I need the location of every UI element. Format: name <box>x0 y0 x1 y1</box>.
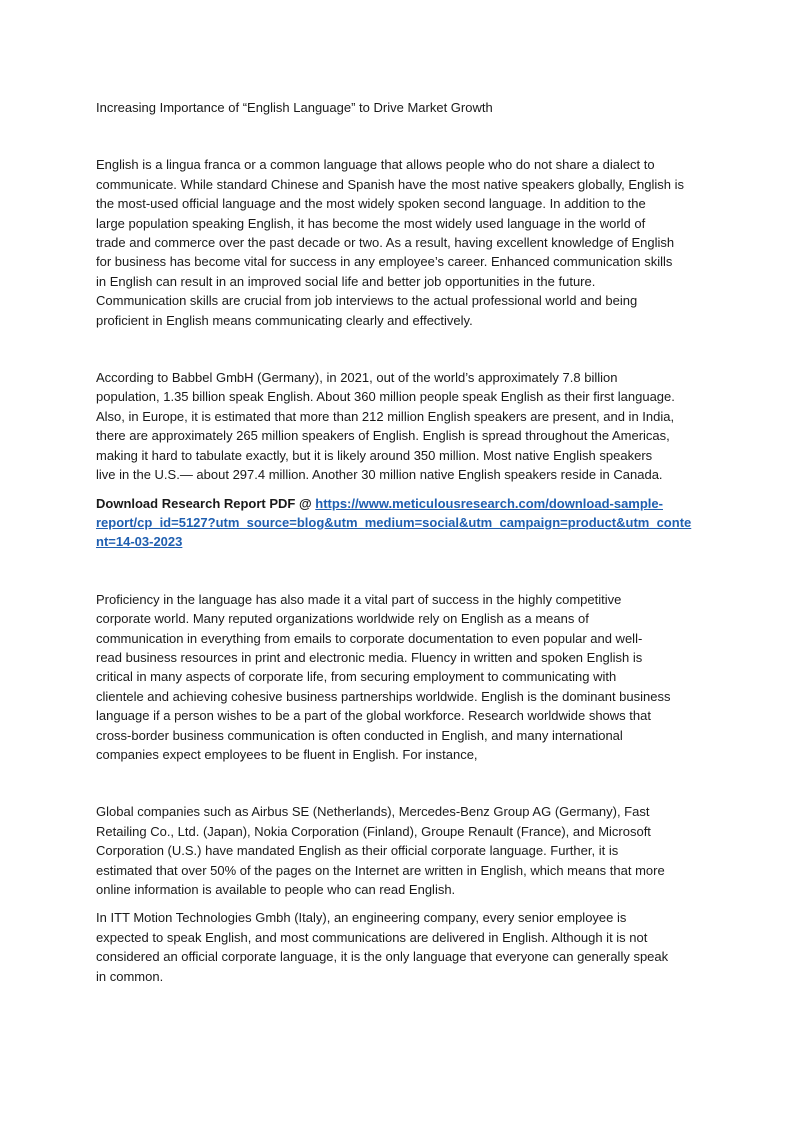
paragraph-line: companies expect employees to be fluent in English. For instance, <box>96 746 478 762</box>
paragraph-line: read business resources in print and electronic media. Fluency in written and spoken English is <box>96 649 643 665</box>
paragraph-line: English is a lingua franca or a common language that allows people who do not share a dialect to <box>96 157 655 173</box>
document-title: Increasing Importance of “English Language” to Drive Market Growth <box>96 100 493 115</box>
paragraph-babbel-stats <box>96 368 706 484</box>
paragraph-line: trade and commerce over the past decade or two. As a result, having excellent knowledge of English <box>96 235 675 251</box>
download-report-block <box>96 494 706 552</box>
paragraph-line: proficient in English means communicating clearly and effectively. <box>96 312 473 328</box>
paragraph-line: communicate. While standard Chinese and Spanish have the most native speakers globally, English is <box>96 176 684 192</box>
paragraph-line: critical in many aspects of corporate life, from securing employment to communicating with <box>96 669 617 685</box>
paragraph-line: Corporation (U.S.) have mandated English as their official corporate language. Further, it is <box>96 843 619 859</box>
download-line <box>96 532 706 551</box>
paragraph-line: cross-border business communication is often conducted in English, and many international <box>96 727 623 743</box>
paragraph-line: making it hard to tabulate exactly, but it is likely around 350 million. Most native English speakers <box>96 447 653 463</box>
download-link-continued[interactable]: nt=14-03-2023 <box>96 534 183 550</box>
paragraph-line: Global companies such as Airbus SE (Netherlands), Mercedes-Benz Group AG (Germany), Fast <box>96 804 650 820</box>
paragraph-line: communication in everything from emails to corporate documentation to even popular and well- <box>96 630 643 646</box>
paragraph-corporate-world <box>96 590 706 765</box>
paragraph-line: for business has become vital for success in any employee’s career. Enhanced communication skills <box>96 254 673 270</box>
paragraph-line: the most-used official language and the most widely spoken second language. In addition to the <box>96 196 646 212</box>
paragraph-line: expected to speak English, and most communications are delivered in English. Although it is not <box>96 929 648 945</box>
paragraph-line: live in the U.S.— about 297.4 million. Another 30 million native English speakers reside in Canada. <box>96 467 663 483</box>
paragraph-line: According to Babbel GmbH (Germany), in 2021, out of the world’s approximately 7.8 billion <box>96 370 618 386</box>
download-label: Download Research Report PDF @ <box>96 495 316 511</box>
paragraph-line: In ITT Motion Technologies Gmbh (Italy), an engineering company, every senior employee is <box>96 910 627 926</box>
document-page <box>96 98 706 986</box>
paragraph-line: in English can result in an improved social life and better job opportunities in the future. <box>96 273 596 289</box>
paragraph-line: considered an official corporate language, it is the only language that everyone can generally speak <box>96 949 669 965</box>
paragraph-line: estimated that over 50% of the pages on the Internet are written in English, which means that more <box>96 862 665 878</box>
paragraph-line: language if a person wishes to be a part of the global workforce. Research worldwide shows that <box>96 708 651 724</box>
paragraph-line: online information is available to people who can read English. <box>96 882 456 897</box>
download-link[interactable]: https://www.meticulousresearch.com/download-sample- <box>315 495 663 511</box>
paragraph-line: Proficiency in the language has also made it a vital part of success in the highly competitive <box>96 591 622 607</box>
paragraph-itt-motion <box>96 908 706 986</box>
download-line <box>96 513 706 532</box>
download-link-continued[interactable]: report/cp_id=5127?utm_source=blog&utm_medium=social&utm_campaign=product&utm_conte <box>96 514 692 530</box>
paragraph-lingua-franca <box>96 155 706 330</box>
paragraph-global-companies <box>96 802 706 899</box>
download-line <box>96 494 706 513</box>
paragraph-line: large population speaking English, it has become the most widely used language in the world of <box>96 215 646 231</box>
paragraph-line: Retailing Co., Ltd. (Japan), Nokia Corporation (Finland), Groupe Renault (France), and Microsoft <box>96 823 651 839</box>
paragraph-line: corporate world. Many reputed organizations worldwide rely on English as a means of <box>96 611 589 627</box>
paragraph-line: there are approximately 265 million speakers of English. English is spread throughout the Americas, <box>96 428 670 444</box>
paragraph-line: Communication skills are crucial from job interviews to the actual professional world and being <box>96 293 638 309</box>
paragraph-line: Also, in Europe, it is estimated that more than 212 million English speakers are present, and in India, <box>96 408 675 424</box>
paragraph-line: in common. <box>96 968 164 984</box>
paragraph-line: clientele and achieving cohesive business partnerships worldwide. English is the dominant business <box>96 688 671 704</box>
paragraph-line: population, 1.35 billion speak English. About 360 million people speak English as their first language. <box>96 389 675 405</box>
